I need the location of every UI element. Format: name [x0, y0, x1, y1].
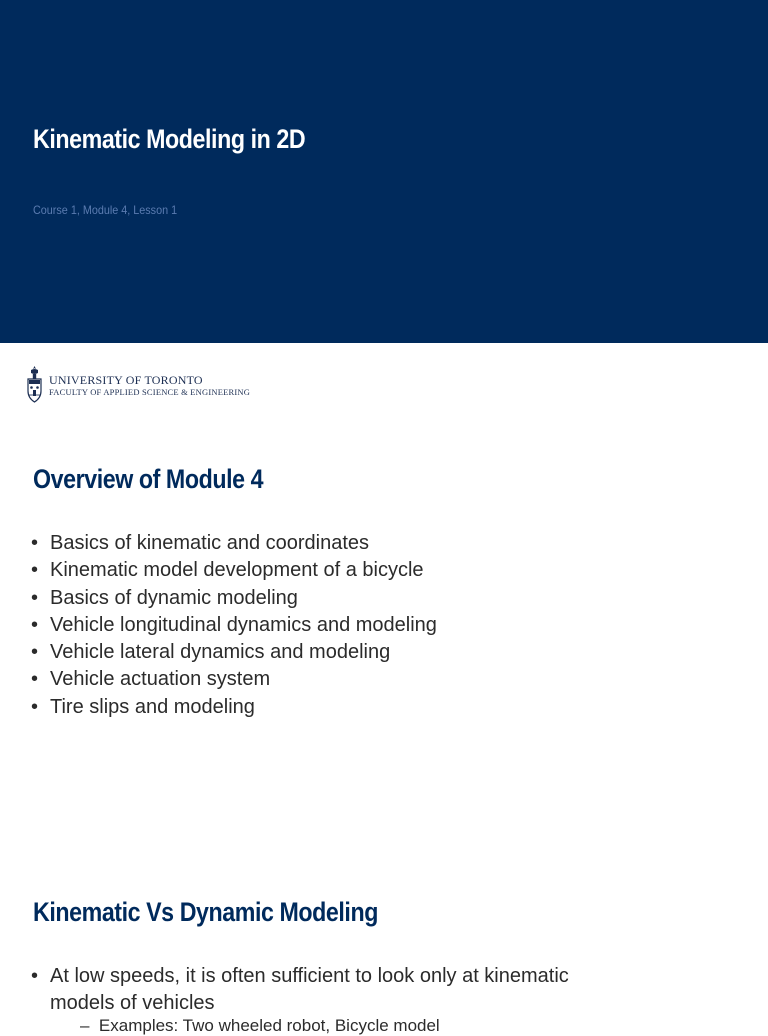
list-item: • At low speeds, it is often sufficient to look only at kinematic models of vehicles	[31, 963, 570, 1018]
overview-list	[31, 530, 437, 721]
sub-bullet-marker: –	[80, 1016, 99, 1035]
list-item: • Basics of dynamic modeling	[31, 585, 437, 612]
list-item: • Vehicle lateral dynamics and modeling	[31, 639, 437, 666]
title-slide	[0, 0, 768, 343]
content-slide	[0, 343, 768, 1035]
list-item: • Vehicle longitudinal dynamics and modeling	[31, 612, 437, 639]
slide-subtitle: Course 1, Module 4, Lesson 1	[33, 203, 178, 217]
sub-item-text: Examples: Two wheeled robot, Bicycle model	[98, 1016, 440, 1035]
university-logo	[26, 363, 250, 407]
list-item: • Kinematic model development of a bicycle	[31, 557, 437, 584]
list-item: • Vehicle actuation system	[31, 666, 437, 693]
sub-list-item	[80, 1016, 440, 1036]
crest-icon	[26, 365, 43, 405]
overview-heading: Overview of Module 4	[33, 464, 264, 494]
logo-faculty-name: FACULTY OF APPLIED SCIENCE & ENGINEERING	[49, 386, 251, 397]
list-item: • Tire slips and modeling	[31, 694, 437, 721]
logo-university-name: UNIVERSITY OF TORONTO	[49, 372, 203, 387]
slide-title: Kinematic Modeling in 2D	[33, 124, 306, 154]
list-item: • Basics of kinematic and coordinates	[31, 530, 437, 557]
kinematic-list	[31, 963, 570, 1018]
kinematic-vs-dynamic-heading: Kinematic Vs Dynamic Modeling	[33, 897, 378, 927]
